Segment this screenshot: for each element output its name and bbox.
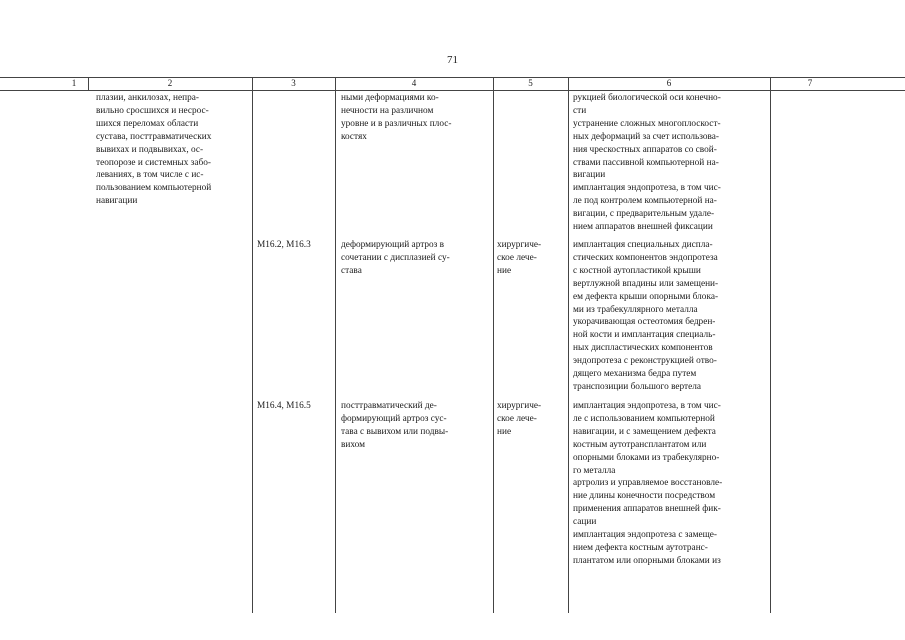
column-divider xyxy=(335,77,336,613)
header-col-1: 1 xyxy=(71,78,77,88)
column-divider xyxy=(568,77,569,613)
column-divider xyxy=(88,77,89,90)
header-col-2: 2 xyxy=(167,78,173,88)
header-col-5: 5 xyxy=(528,78,533,88)
column-divider xyxy=(770,77,771,613)
header-col-3: 3 xyxy=(291,78,296,88)
column-divider xyxy=(493,77,494,613)
row1-diagnosis-cell: плазии, анкилозах, непра- вильно сросшихся и несрос- шихся переломах области сустава, посттравматических вывихах и подвывихах, ос- теопорозе и системных забо- леваниях, в том числе с ис- пользованием компьютерной навигации xyxy=(96,93,212,207)
row2-method-cell: имплантация специальных диспла- стических компонентов эндопротеза с костной аутопластикой крыши вертлужной впадины или замещени- ем дефекта крыши опорными блока- ми из трабекуллярного металла укорачивающая остеотомия бедрен- ной кости и имплантация специаль- ных диспластических компонентов эндопротеза с реконструкцией отво- дящего механизма бедра путем транспозиции большого вертела xyxy=(573,240,719,392)
row3-code-cell: M16.4, M16.5 xyxy=(257,401,311,411)
row3-treatment-type-cell: хирургиче- ское лече- ние xyxy=(497,401,542,437)
row1-condition-cell: ными деформациями ко- нечности на различном уровне и в различных плос- костях xyxy=(341,93,452,142)
header-col-6: 6 xyxy=(666,78,672,88)
row1-method-cell: рукцией биологической оси конечно- сти устранение сложных многоплоскост- ных деформаций за счет использова- ния чрескостных аппаратов со свой- ствами пассивной компьютерной на- вигации имплантация эндопротеза, в том чис- ле под контролем компьютерной на- вигации, с предварительным удале- нием аппаратов внешней фиксации xyxy=(573,93,721,233)
column-divider xyxy=(252,77,253,613)
row2-code-cell: M16.2, M16.3 xyxy=(257,240,311,250)
row3-method-cell: имплантация эндопротеза, в том чис- ле с использованием компьютерной навигации, и с замещением дефекта костным аутотрансплантатом или опорными блоками из трабекулярно- го металла артролиз и управляемое восстановле- ние длины конечности посредством применения аппаратов внешней фик- сации имплантация эндопротеза с замеще- нием дефекта костным аутотранс- плантатом или опорными блоками из xyxy=(573,401,723,566)
row2-treatment-type-cell: хирургиче- ское лече- ние xyxy=(497,240,542,276)
page-number: 71 xyxy=(447,54,458,66)
header-col-4: 4 xyxy=(411,78,417,88)
row2-condition-cell: деформирующий артроз в сочетании с дисплазией су- става xyxy=(341,240,450,276)
header-col-7: 7 xyxy=(807,78,813,88)
row3-condition-cell: посттравматический де- формирующий артроз сус- тава с вывихом или подвы- вихом xyxy=(341,401,449,450)
